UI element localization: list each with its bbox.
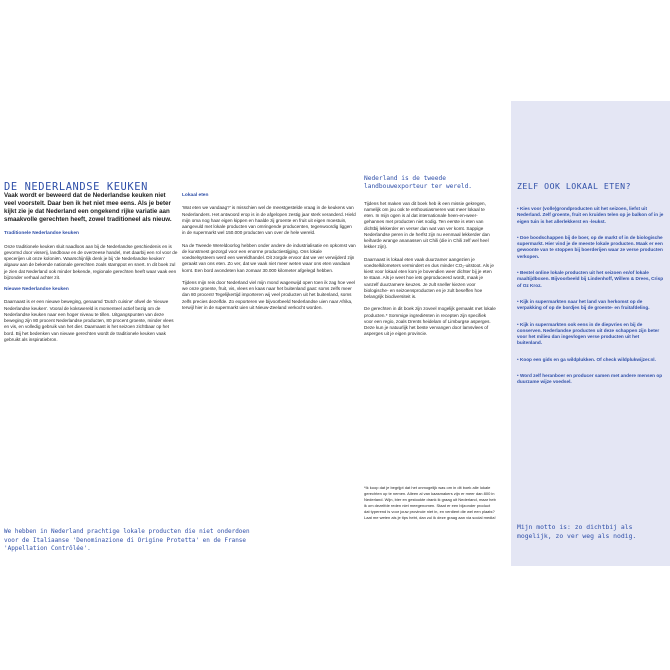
text-column-1 xyxy=(4,192,178,349)
sidebar-title: ZELF OOK LOKAAL ETEN? xyxy=(517,181,632,191)
paragraph: 'Wat eten we vandaag?' is misschien wel de meestgestelde vraag in de keukens van Nederlanders. Het antwoord erop is in de afgelopen zestig jaar sterk veranderd. Hield mijn oma nog haar eigen kippen en haalde zij groente en fruit uit eigen moestuin, aangevuld met lokale producten van omringende producenten, tegenwoordig liggen in de supermarkt wel 150.000 producten van over de hele wereld. xyxy=(182,205,356,236)
section-title-local: Lokaal eten xyxy=(182,193,209,198)
tip-item: • Bestel online lokale producten uit het seizoen en/of lokale maaltijdboxen. Bijvoorbeeld bij Lindenhoff, Willem & Drees, Crisp of Oz Kroz. xyxy=(517,270,664,288)
tips-list xyxy=(517,206,664,396)
section-text-traditional: Onze traditionele keuken sluit naadloos aan bij de Nederlandse geschiedenis en is gevormd door visserij, landbouw en de overzeese handel, met daarbij een rol voor de specerijen uit onze koloniën. Waarschijnlijk denk je bij 'de Nederlandse keuken' algauw aan de bekende nationale gerechten zoals stamppot en snert. In dit boek zul je zien dat Nederland ook minder bekende, regionale gerechten heeft waar vaak een bijzonder verhaal achter zit. xyxy=(4,243,178,280)
pull-quote: We hebben in Nederland prachtige lokale producten die niet onderdoen voor de Italiaanse 'Denominazione di Origine Protetta' en de Franse 'Appellation Contrôlée'. xyxy=(4,528,250,553)
tip-item: • Doe boodschappen bij de boer, op de markt of in de biologische supermarkt. Hier vind je de meeste lokale producten. Maak er een gewoonte van te stoppen bij boerderijen waar ze verse producten verkopen. xyxy=(517,234,663,259)
section-text-new: Daarnaast is er een nieuwe beweging, genaamd 'Dutch cuisine' ofwel de 'nieuwe Nederlandse keuken'. Vooral de kokswereld is momenteel actief bezig om de Nederlandse keuken naar een hoger niveau te tillen. Uitgangspunten van deze beweging zijn 80 procent Nederlandse producten, 80 procent groente, minder vlees en vis, en volledig gebruik van het dier. Daarnaast is het seizoen zichtbaar op het bord. Bij het bedenken van nieuwe gerechten wordt de traditionele keuken vaak gebruikt als inspiratiebron. xyxy=(4,299,174,342)
section-title-traditional: Traditionele Nederlandse keuken xyxy=(4,231,79,237)
footnote: *Ik koop dat je begrijpt dat het onmogelijk was om in dit boek alle lokale gerechten op te nemen. Alleen al van kaasmakers zijn er meer dan 800 in Nederland. Wijn, bier en gestookte drank ik graag uit Nederland, maar heb ik om dezelfde reden niet meegenomen. Staat er een bijzonder product dat typerend is voor jouw provincie niet in, en verdient die wel een plaats? Laat me weten als je tips hebt, dan zul ik deze graag aan via social media! xyxy=(364,485,496,520)
text-column-2 xyxy=(182,192,356,317)
tip-item: • Koop een gids en ga wildplukken. Of check wildplukwijzer.nl. xyxy=(517,356,656,362)
page-title: DE NEDERLANDSE KEUKEN xyxy=(4,181,148,193)
text-column-3 xyxy=(364,175,496,344)
tip-item: • Kijk in supermarkten ook eens in de diepvries en bij de conserven. Nederlandse producten uit deze schappen zijn beter voor het milieu dan ingevlogen verse producten uit het buitenland. xyxy=(517,321,660,346)
paragraph: Na de Tweede Wereldoorlog hebben onder andere de industrialisatie en opkomst van de kunstmest gezorgd voor een enorme productiestijging. Ons lokale voedselsysteem werd een wereldhandel. Dit zorgde ervoor dat we ver verwijderd zijn geraakt van ons eten. Zo ver, dat we vaak niet meer weten waar ons eten vandaan komt. Een bord avondeten kan zomaar 30.000 kilometer afgelegd hebben. xyxy=(182,242,356,273)
tip-item: • Word zelf heranboer en producer samen met andere mensen op duurzame wijze voedsel. xyxy=(517,373,663,385)
sidebar-motto: Mijn motto is: zo dichtbij als mogelijk, zo ver weg als nodig. xyxy=(517,523,637,540)
section-title-new: Nieuwe Nederlandse keuken xyxy=(4,287,69,293)
pull-quote-export: Nederland is de tweede landbouwexporteur ter wereld. xyxy=(364,175,473,191)
paragraph: Daarnaast is lokaal eten vaak duurzamer aangezien je voedselkilometers vermindert en dus minder CO₂-uitstoot. Als je kiest voor lokaal eten kom je bovendien weer dichter bij je eten te staan. Als je weet hoe iets geproduceerd wordt, maak je vanzelf duurzamere keuzes. Je zult sneller kiezen voor biologische- en seizoensproducten en je zult beseffen hoe belangrijk biodiversiteit is. xyxy=(364,256,494,300)
intro-paragraph: Vaak wordt er beweerd dat de Nederlandse keuken niet veel voorstelt. Daar ben ik het niet mee eens. Als je beter kijkt zie je dat Nederland een ongekend rijke variatie aan smaakvolle gerechten heeft, zowel traditioneel als nieuw. xyxy=(4,192,172,224)
paragraph: De gerechten in dit boek zijn zoveel mogelijk gemaakt met lokale producten.* Sommige ingrediënten in recepten zijn specifiek voor een regio, zoals Drents heidelam of Limburgse asperges. Deze kun je natuurlijk het beste vervangen door lamsvlees of asperges uit je eigen provincie. xyxy=(364,306,496,337)
tip-item: • Kies voor (volle)grondproducten uit het seizoen, liefst uit Nederland. Zelf groente, fruit en kruiden telen op je balkon of in je eigen tuin is het allerlekkerst en -leukst. xyxy=(517,206,664,224)
paragraph: Tijdens het maken van dit boek heb ik een missie gekregen, namelijk om jou ook te enthousiasmeren wat meer lokaal te eten. In mijn ogen is al dat internationale heen-en-weer-gehannes met producten niet nodig. Ten eerste is eten van dichtbij lekkerder en verser dan wat van ver komt. Sappige Nederlandse peren in de herfst zijn nu eenmaal lekkerder dan keiharde wrange ananassen uit Chili (die in Chili zelf wel heel lekker zijn). xyxy=(364,200,490,250)
tips-sidebar xyxy=(511,101,670,566)
tip-item: • Kijk in supermarkten naar het land van herkomst op de verpakking of op de bordjes bij de groente- en fruitafdeling. xyxy=(517,298,650,311)
paragraph: Tijdens mijn reis door Nederland viel mijn mond wagenwijd open toen ik zag hoe veel we onze groente, fruit, vis, vlees en kaas naar het buitenland gaat: soms zelfs meer dan 80 procent! Tegelijkertijd importeren wij veel producten uit het buitenland, soms zelfs precies dezelfde. Zo exporteren we bijvoorbeeld Nederlandse uien naar Afrika, terwijl hier in de supermarkt uien uit Nieuw-Zeeland verkocht worden. xyxy=(182,279,355,310)
